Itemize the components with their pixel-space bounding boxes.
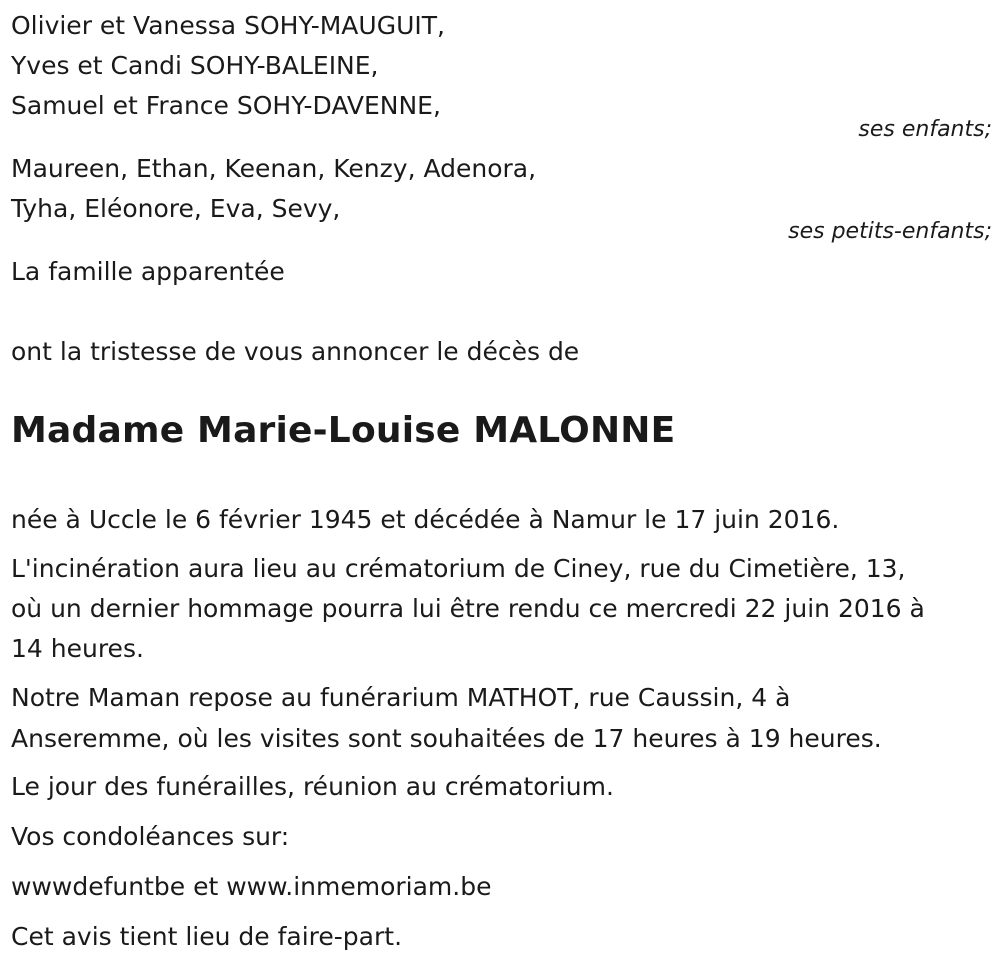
cremation-line-1: L'incinération aura lieu au crématorium de Ciney, rue du Cimetière, 13, [11,554,906,583]
cremation-line-2: où un dernier hommage pourra lui être rendu ce mercredi 22 juin 2016 à [11,594,925,623]
announcement-line: ont la tristesse de vous annoncer le décès de [11,337,580,366]
child-line-2: Yves et Candi SOHY-BALEINE, [11,51,379,80]
children-role: ses enfants; [858,117,992,142]
birth-death-line: née à Uccle le 6 février 1945 et décédée à Namur le 17 juin 2016. [11,505,840,534]
grandchild-line-1: Maureen, Ethan, Keenan, Kenzy, Adenora, [11,154,537,183]
condolences-label: Vos condoléances sur: [11,822,290,851]
deceased-name: Madame Marie-Louise MALONNE [11,410,676,451]
child-line-3: Samuel et France SOHY-DAVENNE, [11,91,441,120]
meeting-line: Le jour des funérailles, réunion au crématorium. [11,772,614,801]
grandchildren-role: ses petits-enfants; [788,219,992,244]
funeral-home-line-1: Notre Maman repose au funérarium MATHOT, rue Caussin, 4 à [11,683,791,712]
funeral-home-line-2: Anseremme, où les visites sont souhaitées de 17 heures à 19 heures. [11,724,882,753]
grandchild-line-2: Tyha, Eléonore, Eva, Sevy, [11,194,341,223]
condolences-sites: wwwdefuntbe et www.inmemoriam.be [11,872,492,901]
family-line: La famille apparentée [11,257,285,286]
child-line-1: Olivier et Vanessa SOHY-MAUGUIT, [11,11,445,40]
cremation-line-3: 14 heures. [11,634,144,663]
closing-line: Cet avis tient lieu de faire-part. [11,922,403,951]
